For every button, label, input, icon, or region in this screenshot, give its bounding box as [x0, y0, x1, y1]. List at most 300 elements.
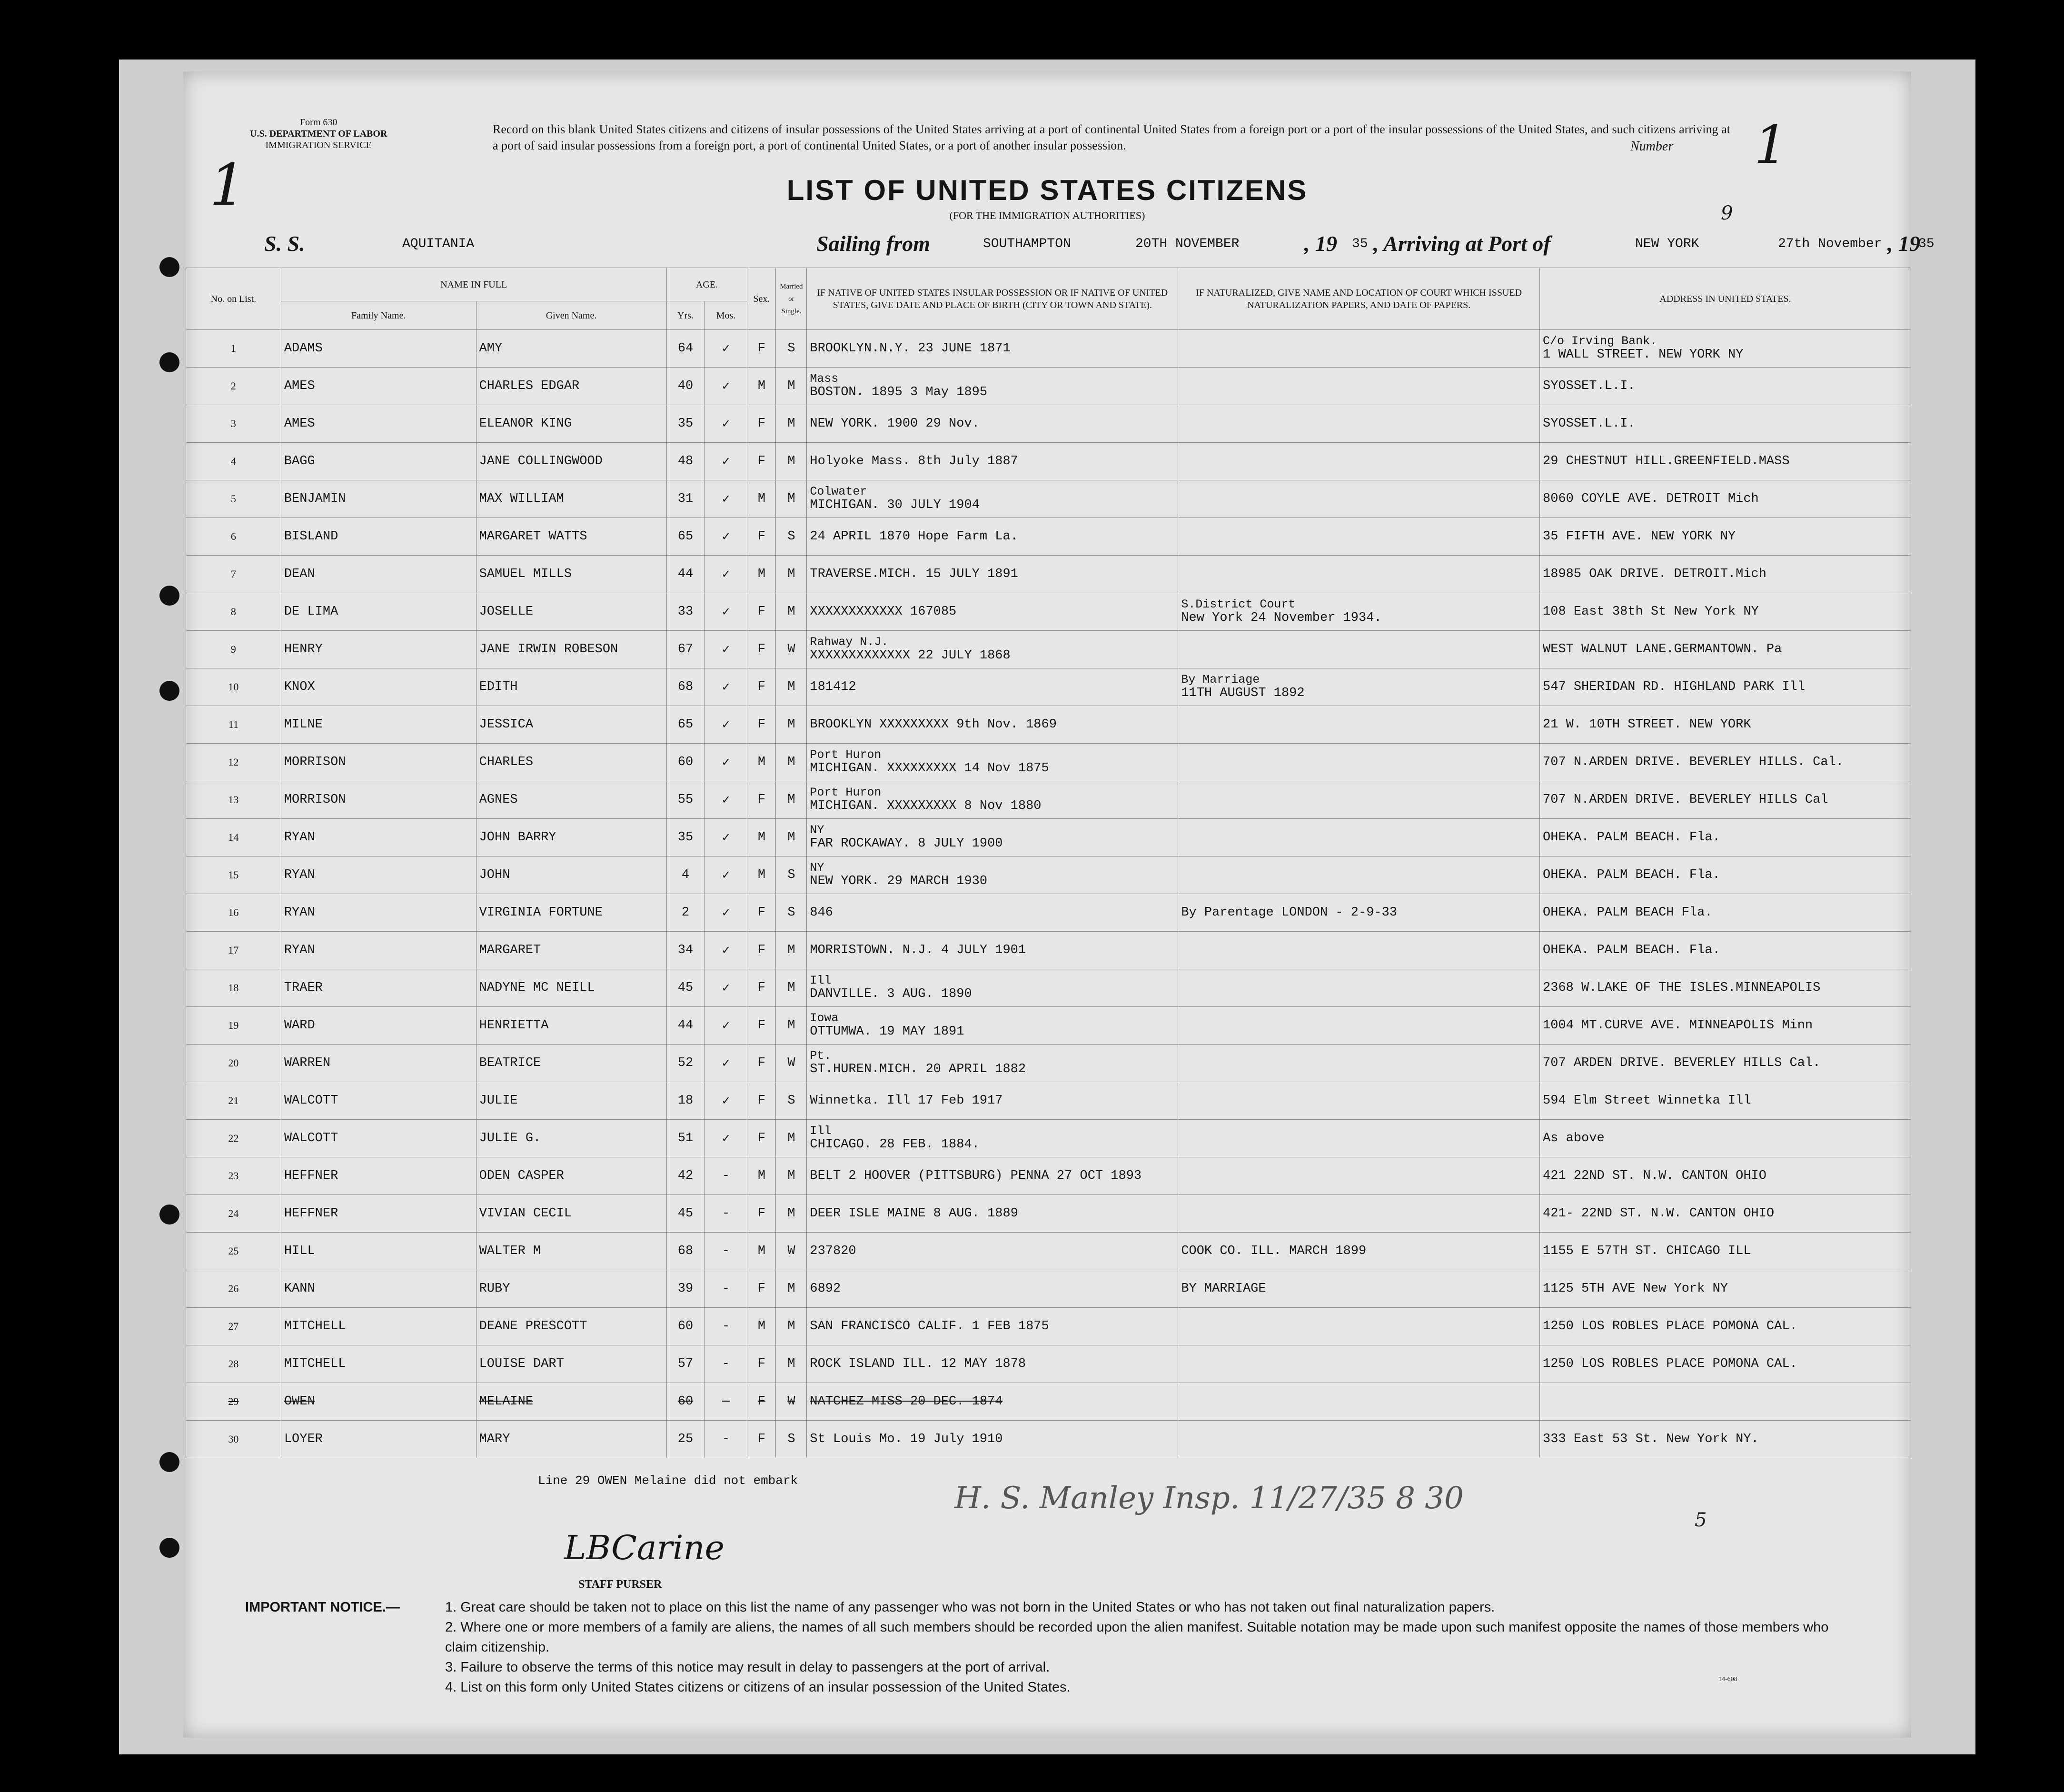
- family-name: AMES: [281, 368, 476, 405]
- sex: F: [747, 593, 776, 631]
- sex: F: [747, 1082, 776, 1120]
- given-name: AMY: [476, 330, 666, 368]
- naturalization: [1178, 1233, 1540, 1270]
- us-address-text: 35 FIFTH AVE. NEW YORK NY: [1543, 529, 1736, 544]
- family-name: MITCHELL: [281, 1345, 476, 1383]
- birth-place-date-text: MICHIGAN. 30 JULY 1904: [810, 498, 980, 512]
- age-years: 2: [666, 894, 705, 932]
- given-name: BEATRICE: [476, 1045, 666, 1082]
- naturalization-annotation: By Marriage: [1181, 673, 1260, 687]
- given-name: CHARLES: [476, 744, 666, 781]
- naturalization: [1178, 744, 1540, 781]
- us-address: [1540, 1045, 1911, 1082]
- us-address-text: 21 W. 10TH STREET. NEW YORK: [1543, 717, 1751, 732]
- us-address: [1540, 819, 1911, 856]
- birth-place-date: [807, 405, 1178, 443]
- us-address-text: 1250 LOS ROBLES PLACE POMONA CAL.: [1543, 1319, 1797, 1334]
- arrival-year-prefix: , 19: [1887, 231, 1920, 256]
- table-row: [186, 706, 1911, 744]
- instructions: Record on this blank United States citizens and citizens of insular possessions of the United States arriving at a port of continental United States from a foreign port or a port of the insular possessions of the United States, and such citizens arriving at a port of said insular possessions from a foreign port, a port of continental United States, or a port of another insular possession.: [493, 122, 1730, 152]
- birth-place-date: [807, 330, 1178, 368]
- sex: F: [747, 405, 776, 443]
- age-years: 64: [666, 330, 705, 368]
- table-row: [186, 1233, 1911, 1270]
- age-months: ✓: [705, 1045, 747, 1082]
- given-name: RUBY: [476, 1270, 666, 1308]
- table-row: [186, 781, 1911, 819]
- birth-place-date-text: 237820: [810, 1244, 856, 1258]
- row-number: 2: [186, 368, 281, 405]
- us-address: [1540, 1308, 1911, 1345]
- col-address: ADDRESS IN UNITED STATES.: [1540, 268, 1911, 330]
- naturalization: [1178, 932, 1540, 969]
- family-name: ADAMS: [281, 330, 476, 368]
- age-years: 45: [666, 969, 705, 1007]
- sex: M: [747, 1233, 776, 1270]
- us-address: [1540, 443, 1911, 480]
- naturalization: [1178, 781, 1540, 819]
- page-subtitle: (FOR THE IMMIGRATION AUTHORITIES): [949, 209, 1145, 221]
- us-address-text: 1004 MT.CURVE AVE. MINNEAPOLIS Minn: [1543, 1018, 1813, 1033]
- us-address-text: OHEKA. PALM BEACH. Fla.: [1543, 868, 1720, 882]
- marital-status: W: [776, 1383, 807, 1421]
- row-number: 30: [186, 1421, 281, 1458]
- age-months: ✓: [705, 405, 747, 443]
- birth-place-date: [807, 1270, 1178, 1308]
- naturalization-text: By Parentage LONDON - 2-9-33: [1181, 906, 1398, 920]
- marital-status: W: [776, 1045, 807, 1082]
- naturalization: [1178, 1007, 1540, 1045]
- naturalization: [1178, 1383, 1540, 1421]
- row-number: 5: [186, 480, 281, 518]
- marital-status: M: [776, 1345, 807, 1383]
- family-name: MORRISON: [281, 744, 476, 781]
- marital-status: M: [776, 405, 807, 443]
- table-row: [186, 1308, 1911, 1345]
- given-name: NADYNE MC NEILL: [476, 969, 666, 1007]
- age-years: 35: [666, 819, 705, 856]
- given-name: VIRGINIA FORTUNE: [476, 894, 666, 932]
- age-years: 67: [666, 631, 705, 668]
- us-address-text: SYOSSET.L.I.: [1543, 379, 1636, 393]
- table-row: [186, 1383, 1911, 1421]
- voyage-line: [264, 231, 1935, 259]
- row-number: 25: [186, 1233, 281, 1270]
- binder-hole: [159, 586, 179, 606]
- row-number: 15: [186, 856, 281, 894]
- age-years: 57: [666, 1345, 705, 1383]
- naturalization: [1178, 1308, 1540, 1345]
- given-name: JOSELLE: [476, 593, 666, 631]
- us-address-text: 1155 E 57TH ST. CHICAGO ILL: [1543, 1244, 1751, 1258]
- row-number: 10: [186, 668, 281, 706]
- marital-status: M: [776, 1308, 807, 1345]
- birth-place-date-text: BROOKLYN.N.Y. 23 JUNE 1871: [810, 341, 1011, 356]
- family-name: RYAN: [281, 856, 476, 894]
- family-name: RYAN: [281, 819, 476, 856]
- us-address: [1540, 1270, 1911, 1308]
- age-months: -: [705, 1345, 747, 1383]
- table-row: [186, 1421, 1911, 1458]
- page-mark: 5: [1695, 1509, 1707, 1531]
- row-number: 22: [186, 1120, 281, 1157]
- family-name: BENJAMIN: [281, 480, 476, 518]
- us-address: [1540, 706, 1911, 744]
- age-years: 4: [666, 856, 705, 894]
- birth-place-date: [807, 1308, 1178, 1345]
- age-months: ✓: [705, 819, 747, 856]
- sex: M: [747, 744, 776, 781]
- naturalization: [1178, 405, 1540, 443]
- age-years: 34: [666, 932, 705, 969]
- purser-signature: LBCarine: [564, 1528, 724, 1567]
- manifest-sheet: [183, 71, 1935, 1738]
- col-given-name: Given Name.: [476, 301, 666, 330]
- family-name: HILL: [281, 1233, 476, 1270]
- us-address-text: 18985 OAK DRIVE. DETROIT.Mich: [1543, 567, 1766, 581]
- sex: M: [747, 368, 776, 405]
- age-months: ✓: [705, 593, 747, 631]
- given-name: MARGARET: [476, 932, 666, 969]
- age-months: ✓: [705, 480, 747, 518]
- table-row: [186, 556, 1911, 593]
- us-address-text: WEST WALNUT LANE.GERMANTOWN. Pa: [1543, 642, 1782, 657]
- birth-place-date-text: DEER ISLE MAINE 8 AUG. 1889: [810, 1206, 1018, 1221]
- marital-status: S: [776, 518, 807, 556]
- age-months: ✓: [705, 668, 747, 706]
- age-months: ✓: [705, 518, 747, 556]
- row-number: 26: [186, 1270, 281, 1308]
- age-years: 60: [666, 744, 705, 781]
- binder-hole: [159, 1538, 179, 1558]
- us-address-text: As above: [1543, 1131, 1605, 1145]
- us-address: [1540, 781, 1911, 819]
- col-married: Married or Single.: [776, 268, 807, 330]
- naturalization: [1178, 443, 1540, 480]
- us-address: [1540, 480, 1911, 518]
- list-number: 1: [1754, 114, 1787, 175]
- marital-status: M: [776, 819, 807, 856]
- us-address-text: 1250 LOS ROBLES PLACE POMONA CAL.: [1543, 1357, 1797, 1371]
- notice-item: 4. List on this form only United States citizens or citizens of an insular possession of the United States.: [445, 1680, 1071, 1695]
- family-name: DE LIMA: [281, 593, 476, 631]
- birth-place-date-text: FAR ROCKAWAY. 8 JULY 1900: [810, 836, 1003, 851]
- sex: F: [747, 518, 776, 556]
- marital-status: M: [776, 932, 807, 969]
- age-months: -: [705, 1308, 747, 1345]
- birth-place-date-annotation: NY: [810, 861, 824, 875]
- row-number: 14: [186, 819, 281, 856]
- marital-status: M: [776, 1270, 807, 1308]
- age-months: ✓: [705, 744, 747, 781]
- sex: F: [747, 781, 776, 819]
- row-number: 4: [186, 443, 281, 480]
- us-address-text: OHEKA. PALM BEACH. Fla.: [1543, 943, 1720, 957]
- col-family-name: Family Name.: [281, 301, 476, 330]
- us-address-text: 333 East 53 St. New York NY.: [1543, 1432, 1759, 1446]
- row-number: 11: [186, 706, 281, 744]
- row-number: 3: [186, 405, 281, 443]
- birth-place-date-annotation: Pt.: [810, 1049, 832, 1063]
- sailing-label: Sailing from: [816, 231, 931, 256]
- marital-status: S: [776, 894, 807, 932]
- us-address: [1540, 1120, 1911, 1157]
- us-address-text: SYOSSET.L.I.: [1543, 417, 1636, 431]
- family-name: OWEN: [281, 1383, 476, 1421]
- form-identifier: [250, 117, 387, 151]
- us-address: [1540, 1007, 1911, 1045]
- age-months: ✓: [705, 1120, 747, 1157]
- birth-place-date: [807, 932, 1178, 969]
- sex: F: [747, 1345, 776, 1383]
- age-years: 42: [666, 1157, 705, 1195]
- birth-place-date-text: BROOKLYN XXXXXXXXX 9th Nov. 1869: [810, 717, 1057, 732]
- given-name: ODEN CASPER: [476, 1157, 666, 1195]
- row-number: 7: [186, 556, 281, 593]
- birth-place-date-text: ROCK ISLAND ILL. 12 MAY 1878: [810, 1357, 1026, 1371]
- age-years: 33: [666, 593, 705, 631]
- age-years: 68: [666, 1233, 705, 1270]
- us-address: [1540, 744, 1911, 781]
- age-years: 39: [666, 1270, 705, 1308]
- birth-place-date-annotation: Rahway N.J.: [810, 635, 889, 649]
- age-years: 55: [666, 781, 705, 819]
- family-name: WALCOTT: [281, 1120, 476, 1157]
- binder-hole: [159, 1205, 179, 1225]
- departure-date: 20TH NOVEMBER: [1135, 237, 1240, 251]
- birth-place-date-annotation: Colwater: [810, 485, 867, 498]
- age-months: ✓: [705, 631, 747, 668]
- notice-heading: IMPORTANT NOTICE.—: [245, 1600, 400, 1615]
- page-title: LIST OF UNITED STATES CITIZENS: [786, 174, 1308, 206]
- margin-mark: 1: [209, 152, 246, 219]
- us-address-text: 421 22ND ST. N.W. CANTON OHIO: [1543, 1169, 1766, 1183]
- birth-place-date: [807, 969, 1178, 1007]
- birth-place-date-text: Winnetka. Ill 17 Feb 1917: [810, 1094, 1003, 1108]
- age-months: -: [705, 1157, 747, 1195]
- binder-hole: [159, 352, 179, 372]
- us-address-text: 421- 22ND ST. N.W. CANTON OHIO: [1543, 1206, 1775, 1221]
- naturalization: [1178, 819, 1540, 856]
- marital-status: M: [776, 443, 807, 480]
- row-number: 9: [186, 631, 281, 668]
- sex: M: [747, 556, 776, 593]
- marital-status: M: [776, 556, 807, 593]
- table-row: [186, 1082, 1911, 1120]
- family-name: TRAER: [281, 969, 476, 1007]
- marital-status: W: [776, 631, 807, 668]
- birth-place-date-text: XXXXXXXXXXXX 167085: [810, 605, 957, 619]
- us-address-text: 29 CHESTNUT HILL.GREENFIELD.MASS: [1543, 454, 1790, 468]
- us-address-text: 1125 5TH AVE New York NY: [1543, 1282, 1728, 1296]
- given-name: HENRIETTA: [476, 1007, 666, 1045]
- birth-place-date-text: TRAVERSE.MICH. 15 JULY 1891: [810, 567, 1018, 581]
- sex: M: [747, 819, 776, 856]
- us-address-text: 547 SHERIDAN RD. HIGHLAND PARK Ill: [1543, 680, 1805, 694]
- service: IMMIGRATION SERVICE: [265, 140, 372, 150]
- birth-place-date: [807, 593, 1178, 631]
- sex: F: [747, 1120, 776, 1157]
- birth-place-date: [807, 1383, 1178, 1421]
- family-name: AMES: [281, 405, 476, 443]
- age-months: ✓: [705, 894, 747, 932]
- age-months: ✓: [705, 1007, 747, 1045]
- naturalization: [1178, 631, 1540, 668]
- age-months: ✓: [705, 330, 747, 368]
- staff-purser-label: STAFF PURSER: [578, 1578, 662, 1591]
- birth-place-date-annotation: Port Huron: [810, 786, 882, 799]
- age-years: 65: [666, 518, 705, 556]
- birth-place-date-text: NEW YORK. 29 MARCH 1930: [810, 874, 988, 888]
- given-name: MAX WILLIAM: [476, 480, 666, 518]
- col-name-in-full: NAME IN FULL: [281, 268, 666, 301]
- marital-status: M: [776, 969, 807, 1007]
- row-number: 27: [186, 1308, 281, 1345]
- birth-place-date: [807, 1345, 1178, 1383]
- birth-place-date-text: Holyoke Mass. 8th July 1887: [810, 454, 1018, 468]
- marital-status: M: [776, 1120, 807, 1157]
- given-name: MARGARET WATTS: [476, 518, 666, 556]
- age-years: 44: [666, 1007, 705, 1045]
- us-address: [1540, 1383, 1911, 1421]
- age-months: ✓: [705, 706, 747, 744]
- us-address: [1540, 894, 1911, 932]
- birth-place-date: [807, 631, 1178, 668]
- us-address-text: 2368 W.LAKE OF THE ISLES.MINNEAPOLIS: [1543, 981, 1821, 995]
- naturalization: [1178, 368, 1540, 405]
- inspector-note: H. S. Manley Insp. 11/27/35 8 30: [954, 1481, 1464, 1516]
- given-name: JANE IRWIN ROBESON: [476, 631, 666, 668]
- naturalization: [1178, 706, 1540, 744]
- row-number: 1: [186, 330, 281, 368]
- notice-item: 2. Where one or more members of a family are aliens, the names of all such members should be recorded upon the alien manifest. Suitable notation may be made upon such manifest opposite the names of those members who claim citizenship.: [445, 1620, 1829, 1655]
- notice-item: 1. Great care should be taken not to place on this list the name of any passenger who was not born in the United States or who has not taken out final naturalization papers.: [445, 1600, 1495, 1615]
- us-address-annotation: C/o Irving Bank.: [1543, 334, 1657, 348]
- birth-place-date-text: MICHIGAN. XXXXXXXXX 8 Nov 1880: [810, 799, 1042, 813]
- given-name: ELEANOR KING: [476, 405, 666, 443]
- us-address: [1540, 368, 1911, 405]
- birth-place-date-annotation: Mass: [810, 372, 839, 386]
- marital-status: M: [776, 1157, 807, 1195]
- table-row: [186, 443, 1911, 480]
- col-yrs: Yrs.: [666, 301, 705, 330]
- table-row: [186, 932, 1911, 969]
- age-years: 68: [666, 668, 705, 706]
- ss-label: S. S.: [264, 231, 305, 256]
- us-address: [1540, 856, 1911, 894]
- birth-place-date: [807, 480, 1178, 518]
- row-number: 21: [186, 1082, 281, 1120]
- table-row: [186, 368, 1911, 405]
- given-name: JULIE: [476, 1082, 666, 1120]
- number-label: Number: [1630, 139, 1674, 154]
- naturalization-text: New York 24 November 1934.: [1181, 611, 1382, 625]
- table-row: [186, 480, 1911, 518]
- birth-place-date-text: St Louis Mo. 19 July 1910: [810, 1432, 1003, 1446]
- arriving-label: , Arriving at Port of: [1373, 231, 1551, 256]
- table-row: [186, 1270, 1911, 1308]
- us-address-text: 707 N.ARDEN DRIVE. BEVERLEY HILLS Cal: [1543, 793, 1828, 807]
- us-address: [1540, 405, 1911, 443]
- age-months: ✓: [705, 856, 747, 894]
- marital-status: M: [776, 480, 807, 518]
- row-number: 19: [186, 1007, 281, 1045]
- age-years: 52: [666, 1045, 705, 1082]
- sex: F: [747, 330, 776, 368]
- naturalization-text: 11TH AUGUST 1892: [1181, 686, 1305, 700]
- birth-place-date: [807, 894, 1178, 932]
- us-address: [1540, 1157, 1911, 1195]
- us-address: [1540, 518, 1911, 556]
- ship-name: AQUITANIA: [402, 237, 475, 251]
- birth-place-date-text: BOSTON. 1895 3 May 1895: [810, 385, 988, 399]
- age-years: 51: [666, 1120, 705, 1157]
- us-address-text: OHEKA. PALM BEACH. Fla.: [1543, 830, 1720, 845]
- form-number: Form 630: [300, 117, 337, 128]
- binder-hole: [159, 257, 179, 277]
- sex: M: [747, 1157, 776, 1195]
- birth-place-date-annotation: Ill: [810, 1124, 832, 1138]
- col-naturalized: IF NATURALIZED, GIVE NAME AND LOCATION OF COURT WHICH ISSUED NATURALIZATION PAPERS, AND DATE OF PAPERS.: [1178, 268, 1540, 330]
- table-row: [186, 518, 1911, 556]
- sex: M: [747, 480, 776, 518]
- marital-status: M: [776, 1007, 807, 1045]
- sex: F: [747, 668, 776, 706]
- table-row: [186, 819, 1911, 856]
- naturalization: [1178, 1195, 1540, 1233]
- family-name: MITCHELL: [281, 1308, 476, 1345]
- birth-place-date-annotation: Iowa: [810, 1011, 839, 1025]
- row-number: 23: [186, 1157, 281, 1195]
- us-address-text: 108 East 38th St New York NY: [1543, 605, 1759, 619]
- naturalization: [1178, 969, 1540, 1007]
- given-name: VIVIAN CECIL: [476, 1195, 666, 1233]
- birth-place-date: [807, 1082, 1178, 1120]
- table-row: [186, 969, 1911, 1007]
- table-row: [186, 631, 1911, 668]
- family-name: BISLAND: [281, 518, 476, 556]
- naturalization: [1178, 1045, 1540, 1082]
- family-name: MILNE: [281, 706, 476, 744]
- table-row: [186, 1345, 1911, 1383]
- us-address-text: 707 ARDEN DRIVE. BEVERLEY HILLS Cal.: [1543, 1056, 1821, 1070]
- naturalization-text: BY MARRIAGE: [1181, 1282, 1266, 1296]
- us-address: [1540, 969, 1911, 1007]
- age-years: 18: [666, 1082, 705, 1120]
- birth-place-date-text: 6892: [810, 1282, 841, 1296]
- birth-place-date: [807, 1007, 1178, 1045]
- marital-status: W: [776, 1233, 807, 1270]
- birth-place-date: [807, 819, 1178, 856]
- given-name: MARY: [476, 1421, 666, 1458]
- birth-place-date: [807, 368, 1178, 405]
- col-birth: IF NATIVE OF UNITED STATES INSULAR POSSESSION OR IF NATIVE OF UNITED STATES, GIVE DATE AND PLACE OF BIRTH (CITY OR TOWN AND STATE).: [807, 268, 1178, 330]
- row-number: 16: [186, 894, 281, 932]
- birth-place-date-annotation: Ill: [810, 974, 832, 987]
- birth-place-date: [807, 706, 1178, 744]
- birth-place-date: [807, 1157, 1178, 1195]
- binder-hole: [159, 681, 179, 701]
- birth-place-date-annotation: NY: [810, 823, 824, 837]
- birth-place-date: [807, 856, 1178, 894]
- arrival-port: NEW YORK: [1635, 237, 1699, 251]
- table-row: [186, 744, 1911, 781]
- sex: F: [747, 969, 776, 1007]
- birth-place-date-text: NEW YORK. 1900 29 Nov.: [810, 417, 980, 431]
- birth-place-date-text: BELT 2 HOOVER (PITTSBURG) PENNA 27 OCT 1893: [810, 1169, 1142, 1183]
- us-address: [1540, 1195, 1911, 1233]
- naturalization: [1178, 556, 1540, 593]
